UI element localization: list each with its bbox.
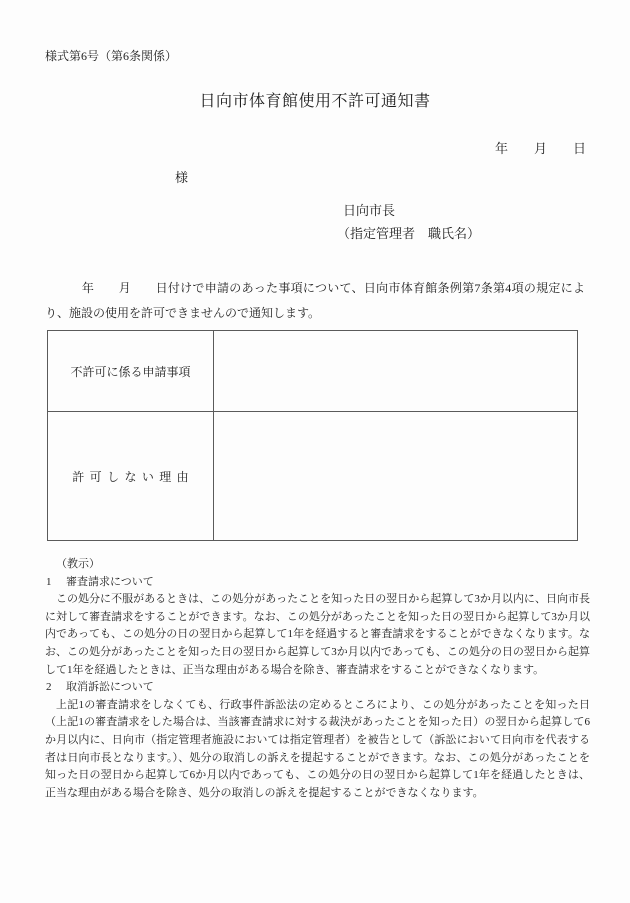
legal-notice-section: [45, 556, 590, 802]
notice-item-2-heading: [45, 679, 590, 697]
table-row-denied-application: [48, 331, 578, 412]
denial-reason-value: [214, 412, 578, 541]
notice-item-1-number: 1: [46, 575, 52, 588]
application-details-table: [47, 330, 578, 541]
notice-item-2-number: 2: [46, 681, 52, 694]
sender-note: （指定管理者 職氏名）: [337, 226, 481, 241]
denied-application-label: 不許可に係る申請事項: [48, 331, 214, 412]
table-row-denial-reason: [48, 412, 578, 541]
notice-item-1-title: 審査請求について: [66, 575, 154, 588]
notification-body: 年 月 日付けで申請のあった事項について、日向市体育館条例第7条第4項の規定により、施設の使用を許可できませんので通知します。: [45, 281, 585, 320]
notice-item-1-heading: [45, 574, 590, 592]
date-line: 年 月 日: [494, 141, 586, 156]
form-number: 様式第6号（第6条関係）: [45, 49, 178, 63]
denial-reason-label: [48, 412, 214, 541]
document-title: 日向市体育館使用不許可通知書: [199, 93, 431, 110]
denied-application-value: [214, 331, 578, 412]
legal-notice-heading: （教示）: [56, 558, 100, 570]
notice-item-1-body: この処分に不服があるときは、この処分があったことを知った日の翌日から起算して3か月以内に、日向市長に対して審査請求をすることができます。なお、この処分があったことを知った日の翌日から起算して3か月以内であっても、この処分の日の翌日から起算して1年を経過すると審査請求をすることができなくなります。なお、この処分があったことを知った日の翌日から起算して3か月以内であっても、この処分の日の翌日から起算して1年を経過したときは、正当な理由がある場合を除き、審査請求をすることができなくなります。: [45, 593, 590, 676]
sender-title: 日向市長: [343, 203, 396, 218]
notice-item-2-body: 上記1の審査請求をしなくても、行政事件訴訟法の定めるところにより、この処分があったことを知った日（上記1の審査請求をした場合は、当該審査請求に対する裁決があったことを知った日）の翌日から起算して6か月以内に、日向市（指定管理者施設においては指定管理者）を被告として（訴訟において日向市を代表する者は日向市長となります。）、処分の取消しの訴えを提起することができます。なお、この処分があったことを知った日の翌日から起算して6か月以内であっても、この処分の日の翌日から起算して1年を経過したときは、正当な理由がある場合を除き、処分の取消しの訴えを提起することができなくなります。: [45, 698, 590, 799]
notice-item-2-title: 取消訴訟について: [66, 681, 154, 694]
addressee-honorific: 様: [175, 170, 189, 185]
denial-reason-label-text: 許可しない理由: [72, 469, 195, 484]
